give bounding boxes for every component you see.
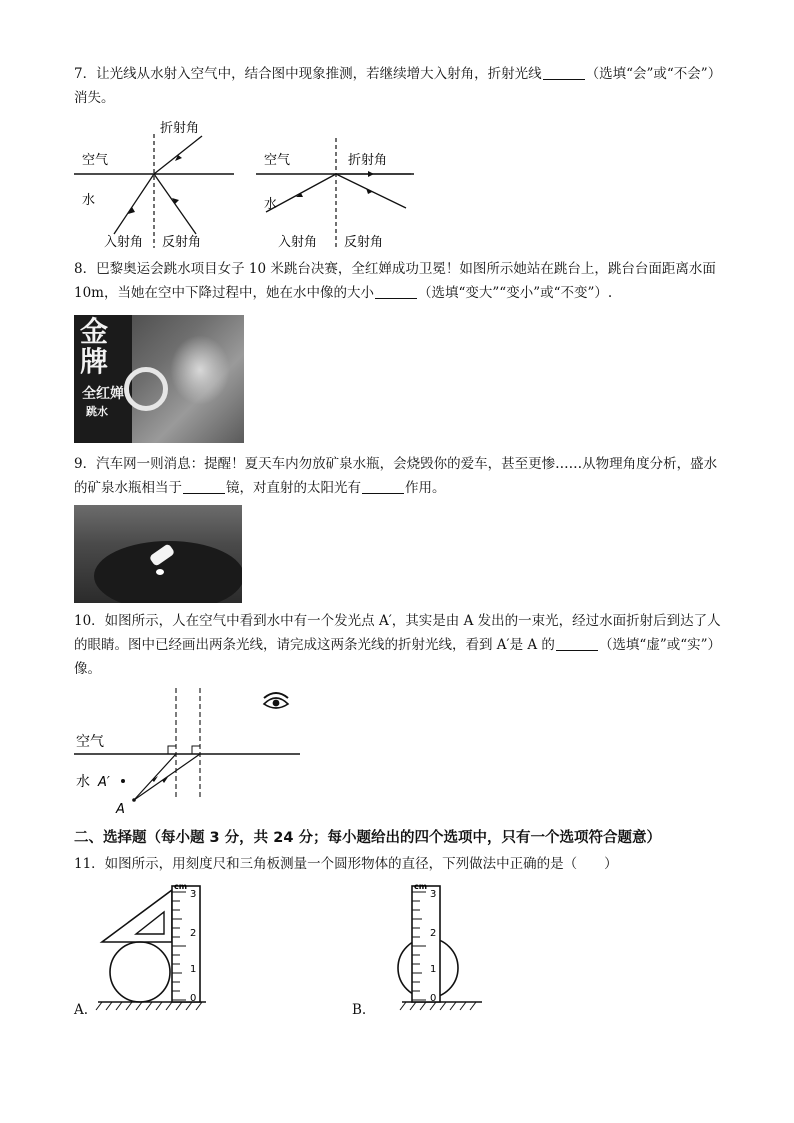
photo-caption-1: 金: [80, 315, 109, 348]
option-b-label[interactable]: B.: [352, 1002, 367, 1018]
answer-blank[interactable]: [556, 636, 598, 651]
refraction-angle-label-1: 折射角: [160, 121, 200, 136]
question-8-text: 8．巴黎奥运会跳水项目女子 10 米跳台决赛，全红婵成功卫冕！如图所示她站在跳台上，跳台台面距离水面 10m，当她在空中下降过程中，她在水中像的大小: [74, 261, 716, 301]
answer-blank[interactable]: [543, 65, 585, 80]
air-label: 空气: [76, 734, 104, 750]
question-7-text-tail: （选填“会”或“不会”）消失。: [74, 66, 722, 106]
ruler-tick-b-0: 0: [430, 993, 437, 1004]
water-label-1: 水: [82, 193, 96, 208]
ruler-tick-a-0: 0: [190, 993, 197, 1004]
incidence-angle-label-1: 入射角: [104, 235, 144, 250]
ruler-unit-b: cm: [414, 882, 428, 891]
question-7: [74, 62, 724, 110]
question-11-text: 11．如图所示，用刻度尺和三角板测量一个圆形物体的直径，下列做法中正确的是（ ）: [74, 856, 618, 872]
ruler-tick-b-3: 3: [430, 889, 437, 900]
incidence-angle-label-2: 入射角: [278, 235, 318, 250]
ruler-tick-a-2: 2: [190, 928, 197, 939]
point-a-prime-label: A′: [98, 775, 110, 790]
point-a-label: A: [116, 802, 125, 817]
air-label-1: 空气: [82, 153, 109, 168]
reflection-angle-label-1: 反射角: [162, 235, 202, 250]
option-a-label[interactable]: A.: [74, 1002, 89, 1018]
eye-icon: [264, 693, 288, 708]
question-11: [74, 852, 724, 876]
answer-blank[interactable]: [362, 479, 404, 494]
answer-blank[interactable]: [375, 284, 417, 299]
water-label: 水: [76, 774, 90, 790]
photo-caption-4: 跳水: [86, 405, 108, 418]
air-label-2: 空气: [264, 153, 291, 168]
ruler-tick-b-1: 1: [430, 964, 437, 975]
question-7-text: 7．让光线从水射入空气中，结合图中现象推测，若继续增大入射角，折射光线: [74, 66, 542, 82]
question-10-text-tail: （选填“虚”或“实”）像。: [74, 637, 722, 677]
water-label-2: 水: [264, 197, 278, 212]
photo-caption-3: 全红婵: [82, 386, 124, 402]
question-9: [74, 452, 724, 500]
refraction-angle-label-2: 折射角: [348, 153, 388, 168]
photo-caption-2: 牌: [80, 345, 109, 378]
option-b-figure[interactable]: [390, 880, 520, 1012]
ruler-tick-a-1: 1: [190, 964, 197, 975]
light-refraction-figure: [74, 686, 304, 818]
ruler-tick-b-2: 2: [430, 928, 437, 939]
ruler-tick-a-3: 3: [190, 889, 197, 900]
water-bottle-photo: [74, 505, 242, 603]
question-9-text: 9．汽车网一则消息：提醒！夏天车内勿放矿泉水瓶，会烧毁你的爱车，甚至更惨……从物理角度分析，盛水的矿泉水瓶相当于: [74, 456, 718, 496]
option-a-figure[interactable]: [94, 880, 254, 1012]
refraction-figure-1: [74, 120, 234, 250]
question-8: [74, 257, 724, 305]
section-2-title: 二、选择题（每小题 3 分，共 24 分；每小题给出的四个选项中，只有一个选项符合题意）: [74, 830, 661, 846]
diving-photo: [74, 315, 244, 443]
refraction-diagrams: [74, 116, 414, 252]
refraction-figure-2: [256, 138, 414, 250]
question-10-text: 10．如图所示，人在空气中看到水中有一个发光点 A′，其实是由 A 发出的一束光，经过水面折射后到达了人的眼睛。图中已经画出两条光线，请完成这两条光线的折射光线，看到 A′是 A 的: [74, 613, 721, 653]
reflection-angle-label-2: 反射角: [344, 235, 384, 250]
ruler-unit-a: cm: [174, 882, 188, 891]
answer-blank[interactable]: [183, 479, 225, 494]
question-9-text-tail: 作用。: [405, 480, 446, 496]
question-10: [74, 609, 724, 681]
question-9-text-mid: 镜，对直射的太阳光有: [226, 480, 361, 496]
question-8-text-tail: （选填“变大”“变小”或“不变”）.: [417, 285, 613, 301]
